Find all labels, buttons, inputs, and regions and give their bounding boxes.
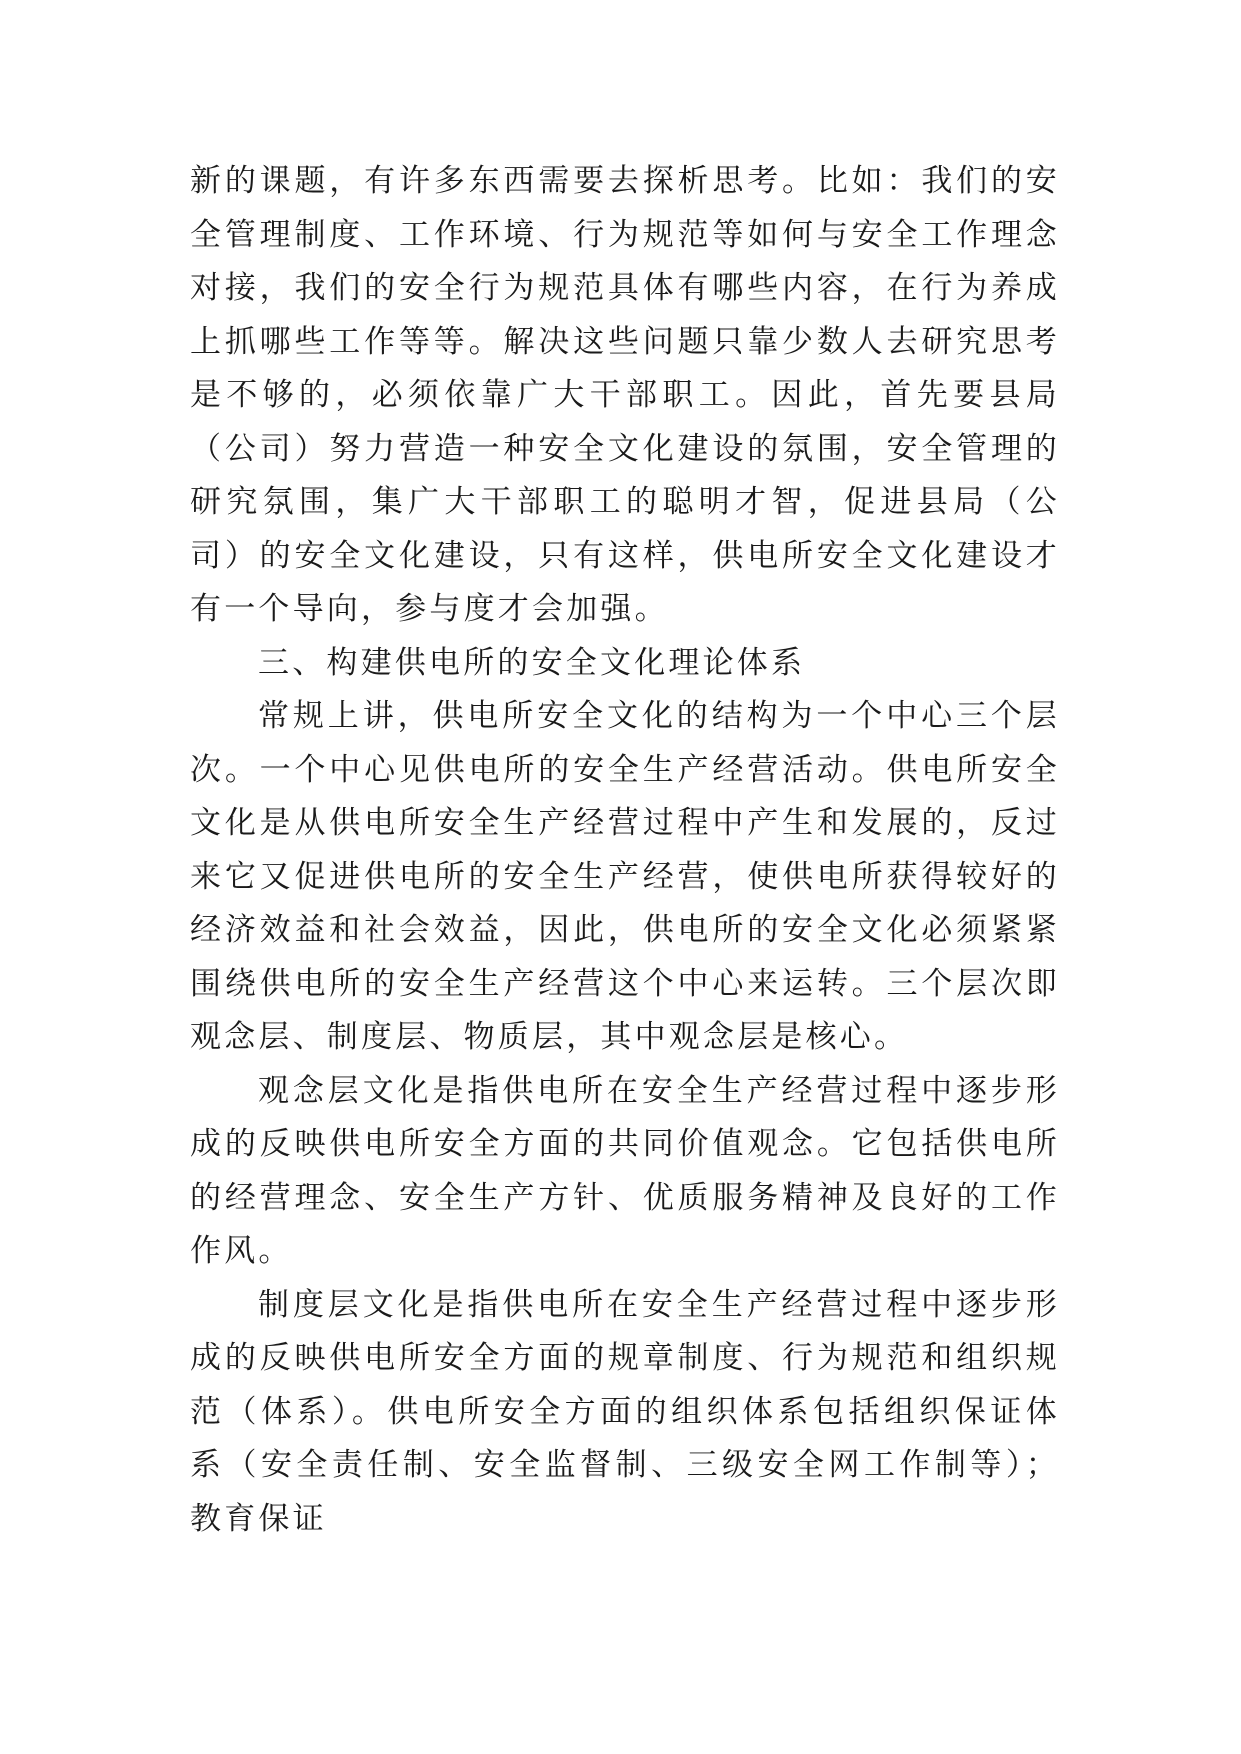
paragraph-structure: 常规上讲，供电所安全文化的结构为一个中心三个层次。一个中心见供电所的安全生产经营活动。供电所安全文化是从供电所安全生产经营过程中产生和发展的，反过来它又促进供电所的安全生产经营，使供电所获得较好的经济效益和社会效益，因此，供电所的安全文化必须紧紧围绕供电所的安全生产经营这个中心来运转。三个层次即观念层、制度层、物质层，其中观念层是核心。 [190, 698, 1060, 1055]
paragraph-system-layer: 制度层文化是指供电所在安全生产经营过程中逐步形成的反映供电所安全方面的规章制度、行为规范和组织规范（体系）。供电所安全方面的组织体系包括组织保证体系（安全责任制、安全监督制、三级安全网工作制等）；教育保证 [190, 1286, 1060, 1537]
paragraph-concept-layer: 观念层文化是指供电所在安全生产经营过程中逐步形成的反映供电所安全方面的共同价值观念。它包括供电所的经营理念、安全生产方针、优质服务精神及良好的工作作风。 [190, 1072, 1060, 1269]
body-text [190, 155, 1060, 1546]
section-heading: 三、构建供电所的安全文化理论体系 [258, 644, 806, 681]
paragraph-continuation: 新的课题，有许多东西需要去探析思考。比如：我们的安全管理制度、工作环境、行为规范等如何与安全工作理念对接，我们的安全行为规范具体有哪些内容，在行为养成上抓哪些工作等等。解决这些问题只靠少数人去研究思考是不够的，必须依靠广大干部职工。因此，首先要县局（公司）努力营造一种安全文化建设的氛围，安全管理的研究氛围，集广大干部职工的聪明才智，促进县局（公司）的安全文化建设，只有这样，供电所安全文化建设才有一个导向，参与度才会加强。 [190, 163, 1060, 627]
